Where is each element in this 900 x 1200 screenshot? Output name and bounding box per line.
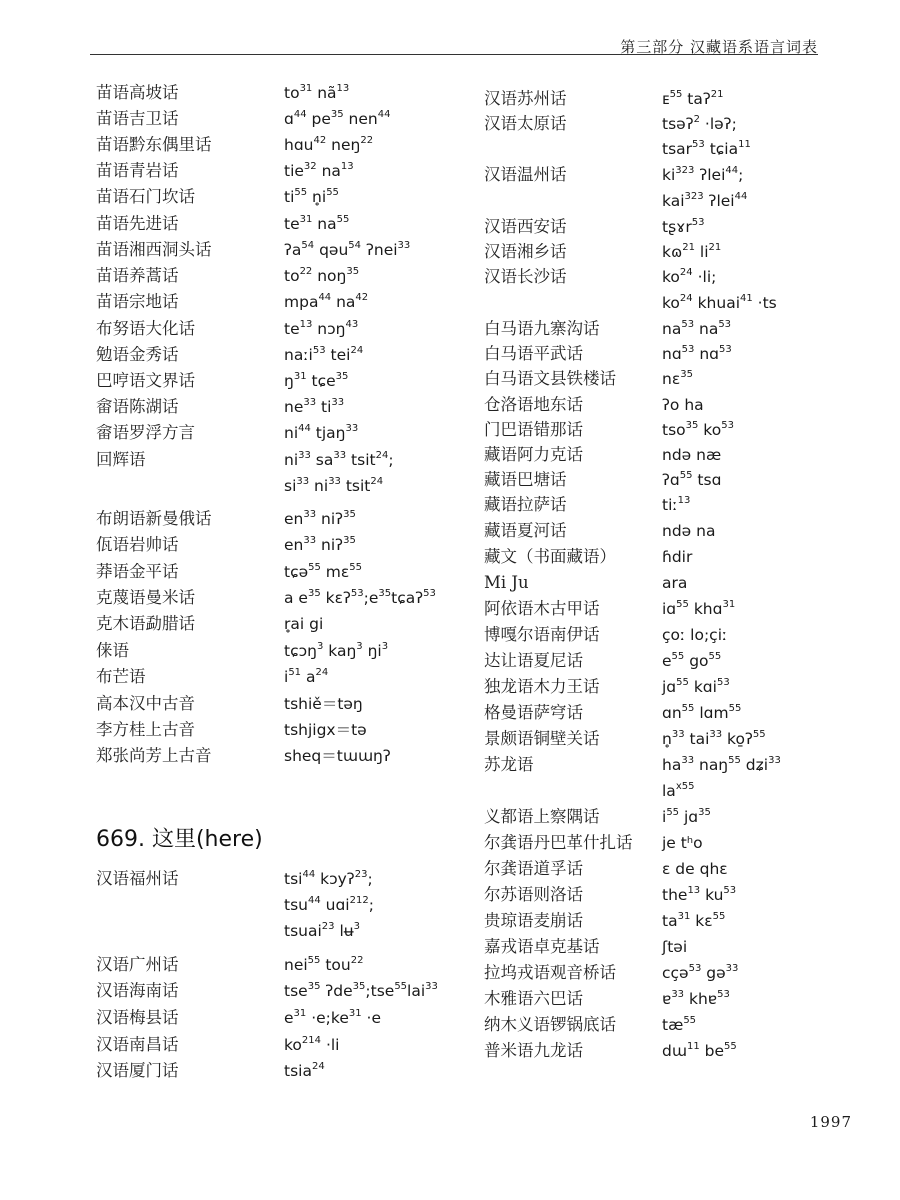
language-name: 仓洛语地东话 <box>484 395 583 414</box>
lexicon-entry <box>484 518 884 544</box>
word-form: kɷ$^{21}$ $li^{21}$ <box>662 242 722 261</box>
language-name: 苗语高坡话 <box>96 83 179 102</box>
lexicon-entry <box>96 743 496 769</box>
lexicon-entry <box>484 570 884 596</box>
word-form: dɯ$^{11}$ $be^{55}$ <box>662 1041 737 1060</box>
lexicon-entry <box>96 506 496 532</box>
lexicon-entry <box>96 80 496 106</box>
word-form: ɦdir <box>662 548 693 566</box>
lexicon-entry <box>96 263 496 289</box>
word-form: ᴇ$^{55}$ taʔ$^{21}$ <box>662 89 724 108</box>
lexicon-entry <box>96 1032 496 1058</box>
language-name: 尔苏语则洛话 <box>484 885 583 904</box>
lexicon-entry <box>96 184 496 210</box>
language-name: 畲语罗浮方言 <box>96 423 195 442</box>
word-form: $ko^{24}$ khuai$^{41}$ ·ts <box>662 293 777 312</box>
lexicon-entry <box>96 289 496 315</box>
lexicon-entry <box>96 638 496 664</box>
language-name: 布芒语 <box>96 667 146 686</box>
language-name: 汉语厦门话 <box>96 1061 179 1080</box>
lexicon-entry <box>96 532 496 558</box>
language-name: 汉语苏州话 <box>484 89 567 108</box>
word-form: $e^{31}$ $\cdot e;ke^{31} \cdot e$ <box>284 1008 381 1027</box>
word-form: çoː lo;çiː <box>662 626 728 644</box>
word-form: r̥ai gi <box>284 615 324 633</box>
word-form: tsuai$^{23}$ lʉ$^3$ <box>284 921 360 940</box>
lexicon-entry <box>96 717 496 743</box>
language-name: 白马语文县铁楼话 <box>484 369 616 388</box>
lexicon-entry <box>484 366 884 392</box>
word-form: ʔɑ$^{55}$ tsɑ <box>662 470 722 489</box>
language-name: 达让语夏尼话 <box>484 651 583 670</box>
word-form: n̥$^{33}$ tai$^{33}$ ko̱ʔ$^{55}$ <box>662 729 766 748</box>
language-name: 苗语湘西洞头话 <box>96 240 212 259</box>
word-form: $ko^{214} \cdot li$ <box>284 1035 340 1054</box>
word-form: $ne^{33}$ $ti^{33}$ <box>284 397 345 416</box>
word-form: tso$^{35}$ $ko^{53}$ <box>662 420 734 439</box>
word-form: ɑn$^{55}$ lɑm$^{55}$ <box>662 703 742 722</box>
word-form: $ni^{44}$ tjaŋ$^{33}$ <box>284 423 359 442</box>
lexicon-entry <box>484 392 884 418</box>
word-form: $i^{51}$ $a^{24}$ <box>284 667 329 686</box>
word-form: tsəʔ$^2$ ·ləʔ; <box>662 114 737 133</box>
language-name: 景颇语铜壁关话 <box>484 729 600 748</box>
language-name: 李方桂上古音 <box>96 720 195 739</box>
word-form: ɐ$^{33}$ khɐ$^{53}$ <box>662 989 730 1008</box>
lexicon-entry <box>484 804 884 830</box>
language-name: 贵琼语麦崩话 <box>484 911 583 930</box>
language-name: 苗语青岩话 <box>96 161 179 180</box>
lexicon-entry <box>96 106 496 132</box>
word-form: $e^{55}$ $go^{55}$ <box>662 651 722 670</box>
word-form: $tæ^{55}$ <box>662 1015 697 1034</box>
language-name: 苗语宗地话 <box>96 292 179 311</box>
word-form: $en^{33}$ niʔ$^{35}$ <box>284 509 356 528</box>
section-title: 669. 这里(here) <box>96 827 263 852</box>
word-form: $ha^{33}$ naŋ$^{55}$ dʑi$^{33}$ <box>662 755 781 774</box>
header-rule <box>90 54 818 55</box>
lexicon-entry <box>484 908 884 934</box>
lexicon-entry <box>484 111 884 137</box>
word-form: tiː$^{13}$ <box>662 495 691 514</box>
lexicon-entry <box>96 132 496 158</box>
lexicon-entry <box>484 417 884 443</box>
word-form: ʔa$^{54}$ qəu$^{54}$ ʔnei$^{33}$ <box>284 240 411 259</box>
word-form: $ni^{33}$ $sa^{33}$ tsit$^{24}$; <box>284 450 394 469</box>
language-name: 博嘎尔语南伊话 <box>484 625 600 644</box>
lexicon-entry <box>484 726 884 752</box>
language-name: 高本汉中古音 <box>96 694 195 713</box>
word-form: nei$^{55}$ tou$^{22}$ <box>284 955 364 974</box>
lexicon-entry <box>96 952 496 978</box>
word-form: $si^{33}$ $ni^{33}$ tsit$^{24}$ <box>284 476 384 495</box>
word-form: $te^{31}$ $na^{55}$ <box>284 214 350 233</box>
word-form: tsar$^{53}$ tɕia$^{11}$ <box>662 139 751 158</box>
word-form: ara <box>662 574 688 592</box>
word-form: ndə na <box>662 522 716 540</box>
word-form: $to^{31}$ $nã^{13}$ <box>284 83 350 102</box>
lexicon-entry <box>484 341 884 367</box>
word-form: $ki^{323}$ ʔlei$^{44}$; <box>662 165 744 184</box>
language-name: 汉语西安话 <box>484 217 567 236</box>
lexicon-entry <box>484 960 884 986</box>
lexicon-entry <box>484 162 884 188</box>
lexicon-entry <box>484 700 884 726</box>
lexicon-entry <box>96 611 496 637</box>
language-name: 布朗语新曼俄话 <box>96 509 212 528</box>
language-name: 白马语九寨沟话 <box>484 319 600 338</box>
lexicon-entry <box>96 473 496 499</box>
word-form: $ŋ^{31}$ tɕe$^{35}$ <box>284 371 349 390</box>
word-form: $la^{x55}$ <box>662 781 695 800</box>
language-name: 苗语养蒿话 <box>96 266 179 285</box>
word-form: ʔo ha <box>662 396 704 414</box>
lexicon-entry <box>484 648 884 674</box>
language-name: 藏文（书面藏语） <box>484 547 616 566</box>
header-title: 第三部分 汉藏语系语言词表 <box>620 38 818 56</box>
lexicon-entry <box>484 492 884 518</box>
language-name: 俫语 <box>96 641 129 660</box>
language-name: 克木语勐腊话 <box>96 614 195 633</box>
word-form: ʃtəi <box>662 938 688 956</box>
language-name: 苗语黔东偶里话 <box>96 135 212 154</box>
language-name: 阿依语木古甲话 <box>484 599 600 618</box>
word-form: tsu$^{44}$ uɑi$^{212}$; <box>284 895 374 914</box>
language-name: 勉语金秀话 <box>96 345 179 364</box>
word-form: $ta^{31}$ kɛ$^{55}$ <box>662 911 726 930</box>
lexicon-entry <box>484 778 884 804</box>
language-name: 佤语岩帅话 <box>96 535 179 554</box>
lexicon-entry <box>484 674 884 700</box>
language-name: 汉语福州话 <box>96 869 179 888</box>
lexicon-entry <box>484 316 884 342</box>
language-name: 苗语石门坎话 <box>96 187 195 206</box>
lexicon-entry <box>484 214 884 240</box>
language-name: 藏语拉萨话 <box>484 495 567 514</box>
word-form: tɕɔŋ$^3$ kaŋ$^3$ $ŋi^3$ <box>284 641 389 660</box>
language-name: 普米语九龙话 <box>484 1041 583 1060</box>
lexicon-entry <box>96 420 496 446</box>
word-form: $ti^{55}$ $n̥i^{55}$ <box>284 187 339 206</box>
language-name: 格曼语萨穹话 <box>484 703 583 722</box>
word-form: tɕə$^{55}$ mɛ$^{55}$ <box>284 562 363 581</box>
word-form: $ko^{24} \cdot li$; <box>662 267 717 286</box>
lexicon-entry <box>484 86 884 112</box>
word-form: tse$^{35}$ ʔde$^{35}$;tse$^{55}$lai$^{33}$ <box>284 981 438 1000</box>
word-form: tie$^{32}$ $na^{13}$ <box>284 161 354 180</box>
word-form: nɛ$^{35}$ <box>662 369 693 388</box>
running-header <box>0 0 900 60</box>
language-name: 木雅语六巴话 <box>484 989 583 1008</box>
word-form: $i^{55}$ jɑ$^{35}$ <box>662 807 711 826</box>
language-name: 苗语吉卫话 <box>96 109 179 128</box>
lexicon-entry <box>96 559 496 585</box>
word-form: iɑ$^{55}$ khɑ$^{31}$ <box>662 599 736 618</box>
language-name: 纳木义语锣锅底话 <box>484 1015 616 1034</box>
language-name: 门巴语错那话 <box>484 420 583 439</box>
language-name: 汉语广州话 <box>96 955 179 974</box>
lexicon-entry <box>96 691 496 717</box>
lexicon-entry <box>96 1058 496 1084</box>
lexicon-entry <box>96 978 496 1004</box>
lexicon-entry <box>484 1038 884 1064</box>
lexicon-entry <box>96 447 496 473</box>
language-name: 汉语梅县话 <box>96 1008 179 1027</box>
language-name: 克蔑语曼米话 <box>96 588 195 607</box>
lexicon-entry <box>484 290 884 316</box>
word-form: cçə$^{53}$ gə$^{33}$ <box>662 963 739 982</box>
lexicon-entry <box>484 934 884 960</box>
lexicon-entry <box>484 752 884 778</box>
word-form: je tʰo <box>662 834 703 852</box>
word-form: ɑ$^{44}$ $pe^{35}$ nen$^{44}$ <box>284 109 391 128</box>
lexicon-entry <box>484 136 884 162</box>
language-name: 拉坞戎语观音桥话 <box>484 963 616 982</box>
language-name: 苗语先进话 <box>96 214 179 233</box>
word-form: tshjigx＝tə <box>284 721 367 739</box>
language-name: 藏语巴塘话 <box>484 470 567 489</box>
lexicon-entry <box>484 882 884 908</box>
language-name: 苏龙语 <box>484 755 534 774</box>
lexicon-entry <box>96 237 496 263</box>
word-form: ndə næ <box>662 446 722 464</box>
language-name: 汉语湘乡话 <box>484 242 567 261</box>
lexicon-entry <box>484 1012 884 1038</box>
language-name: 汉语太原话 <box>484 114 567 133</box>
language-name: 藏语夏河话 <box>484 521 567 540</box>
language-name: 布努语大化话 <box>96 319 195 338</box>
word-form: naːi$^{53}$ tei$^{24}$ <box>284 345 364 364</box>
word-form: ɛ de qhɛ <box>662 860 728 878</box>
language-name: 巴哼语文界话 <box>96 371 195 390</box>
lexicon-entry <box>96 211 496 237</box>
lexicon-entry <box>96 866 496 892</box>
lexicon-entry <box>96 585 496 611</box>
word-form: $na^{53}$ $na^{53}$ <box>662 319 732 338</box>
language-name: 嘉戎语卓克基话 <box>484 937 600 956</box>
word-form: tshiě＝təŋ <box>284 695 363 713</box>
word-form: jɑ$^{55}$ kɑi$^{53}$ <box>662 677 730 696</box>
word-form: tʂɤr$^{53}$ <box>662 217 705 236</box>
language-name: 藏语阿力克话 <box>484 445 583 464</box>
word-form: $en^{33}$ niʔ$^{35}$ <box>284 535 356 554</box>
language-name: 汉语温州话 <box>484 165 567 184</box>
word-form: tsi$^{44}$ kɔyʔ$^{23}$; <box>284 869 373 888</box>
lexicon-entry <box>484 467 884 493</box>
word-form: tsia$^{24}$ <box>284 1061 325 1080</box>
lexicon-entry <box>484 544 884 570</box>
language-name: 莽语金平话 <box>96 562 179 581</box>
lexicon-entry <box>484 596 884 622</box>
lexicon-entry <box>96 664 496 690</box>
word-form: nɑ$^{53}$ nɑ$^{53}$ <box>662 344 732 363</box>
word-form: $te^{13}$ nɔŋ$^{43}$ <box>284 319 359 338</box>
language-name: 独龙语木力王话 <box>484 677 600 696</box>
language-name: 汉语长沙话 <box>484 267 567 286</box>
lexicon-entry <box>96 368 496 394</box>
word-form: kai$^{323}$ ʔlei$^{44}$ <box>662 191 748 210</box>
lexicon-entry <box>484 856 884 882</box>
word-form: a $e^{35}$ $kɛʔ^{53};e^{35}tɕaʔ^{53}$ <box>284 588 436 607</box>
language-name: 尔龚语道孚话 <box>484 859 583 878</box>
language-name: Mi Ju <box>484 573 529 592</box>
word-form: the$^{13}$ $ku^{53}$ <box>662 885 737 904</box>
lexicon-entry <box>96 316 496 342</box>
lexicon-entry <box>484 239 884 265</box>
lexicon-entry <box>484 188 884 214</box>
word-form: hɑu$^{42}$ neŋ$^{22}$ <box>284 135 374 154</box>
lexicon-entry <box>484 442 884 468</box>
lexicon-entry <box>96 918 496 944</box>
language-name: 郑张尚芳上古音 <box>96 746 212 765</box>
language-name: 义都语上察隅话 <box>484 807 600 826</box>
language-name: 尔龚语丹巴革什扎话 <box>484 833 633 852</box>
language-name: 畲语陈湖话 <box>96 397 179 416</box>
word-form: sheq＝tɯɯŋʔ <box>284 747 391 765</box>
lexicon-entry <box>96 1005 496 1031</box>
word-form: $to^{22}$ noŋ$^{35}$ <box>284 266 360 285</box>
language-name: 回辉语 <box>96 450 146 469</box>
lexicon-entry <box>96 394 496 420</box>
lexicon-entry <box>96 342 496 368</box>
lexicon-entry <box>484 830 884 856</box>
page-number: 1997 <box>809 1113 852 1131</box>
lexicon-entry <box>484 986 884 1012</box>
lexicon-entry <box>484 264 884 290</box>
lexicon-entry <box>484 622 884 648</box>
language-name: 汉语海南话 <box>96 981 179 1000</box>
language-name: 汉语南昌话 <box>96 1035 179 1054</box>
lexicon-entry <box>96 892 496 918</box>
lexicon-entry <box>96 158 496 184</box>
language-name: 白马语平武话 <box>484 344 583 363</box>
word-form: mpa$^{44}$ $na^{42}$ <box>284 292 369 311</box>
